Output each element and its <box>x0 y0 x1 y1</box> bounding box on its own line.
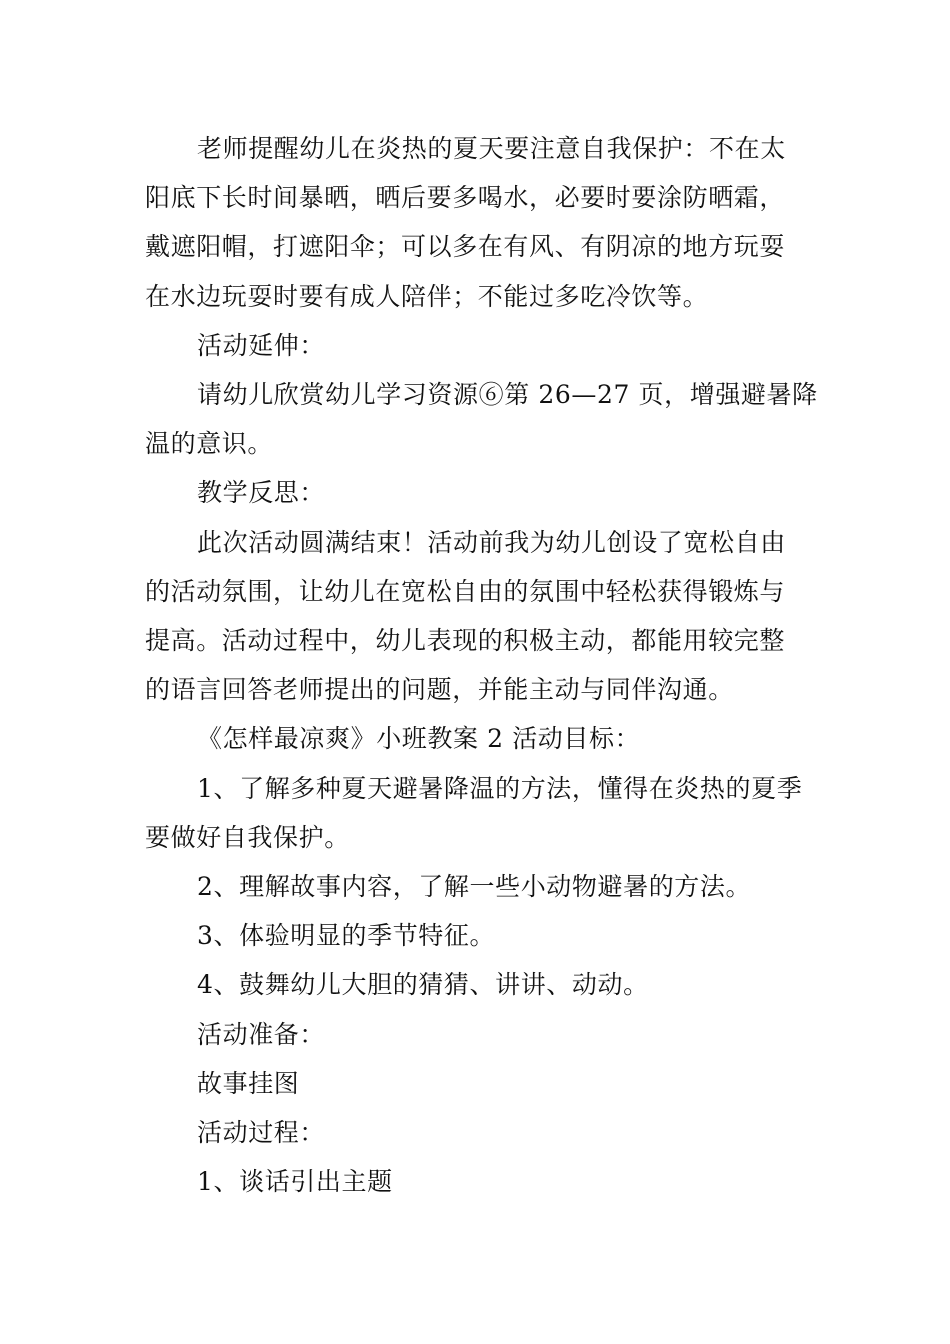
text-line: 教学反思： <box>197 478 326 508</box>
text-line: 2、理解故事内容，了解一些小动物避暑的方法。 <box>197 872 752 902</box>
text-line: 《怎样最凉爽》小班教案 2 活动目标： <box>197 724 641 754</box>
paragraph-reflection-content <box>145 518 810 715</box>
heading-activity-preparation <box>145 1010 810 1059</box>
text-line: 温的意识。 <box>145 429 274 459</box>
text-line: 阳底下长时间暴晒，晒后要多喝水，必要时要涂防晒霜， <box>145 183 786 213</box>
goal-item-4 <box>145 960 810 1009</box>
paragraph-extension-content <box>145 370 818 468</box>
text-line: 要做好自我保护。 <box>145 822 350 852</box>
heading-lesson-plan-2-goals <box>145 714 810 763</box>
text-line: 提高。活动过程中，幼儿表现的积极主动，都能用较完整 <box>145 626 786 656</box>
goal-item-2 <box>145 862 810 911</box>
text-line: 1、谈话引出主题 <box>197 1167 393 1197</box>
text-line: 活动准备： <box>197 1019 326 1049</box>
text-line: 戴遮阳帽，打遮阳伞；可以多在有风、有阴凉的地方玩耍 <box>145 232 786 262</box>
paragraph-self-protection <box>145 124 810 321</box>
document-page <box>145 124 818 1206</box>
goal-item-3 <box>145 911 810 960</box>
text-line: 老师提醒幼儿在炎热的夏天要注意自我保护：不在太 <box>197 134 786 163</box>
text-line: 的语言回答老师提出的问题，并能主动与同伴沟通。 <box>145 675 734 705</box>
preparation-item <box>145 1059 810 1108</box>
text-line: 活动延伸： <box>197 330 326 360</box>
text-line: 在水边玩耍时要有成人陪伴；不能过多吃冷饮等。 <box>145 281 709 311</box>
text-line: 此次活动圆满结束！活动前我为幼儿创设了宽松自由 <box>197 527 786 557</box>
text-line: 4、鼓舞幼儿大胆的猜猜、讲讲、动动。 <box>197 970 649 1000</box>
text-line: 请幼儿欣赏幼儿学习资源⑥第 26—27 页，增强避暑降 <box>197 380 818 410</box>
heading-activity-extension <box>145 321 810 370</box>
goal-item-1 <box>145 764 810 862</box>
text-line: 1、了解多种夏天避暑降温的方法，懂得在炎热的夏季 <box>197 773 803 803</box>
heading-activity-process <box>145 1108 810 1157</box>
text-line: 的活动氛围，让幼儿在宽松自由的氛围中轻松获得锻炼与 <box>145 576 786 606</box>
text-line: 故事挂图 <box>197 1068 300 1098</box>
process-step-1 <box>145 1157 810 1206</box>
text-line: 3、体验明显的季节特征。 <box>197 921 496 951</box>
text-line: 活动过程： <box>197 1118 326 1148</box>
heading-teaching-reflection <box>145 468 810 517</box>
